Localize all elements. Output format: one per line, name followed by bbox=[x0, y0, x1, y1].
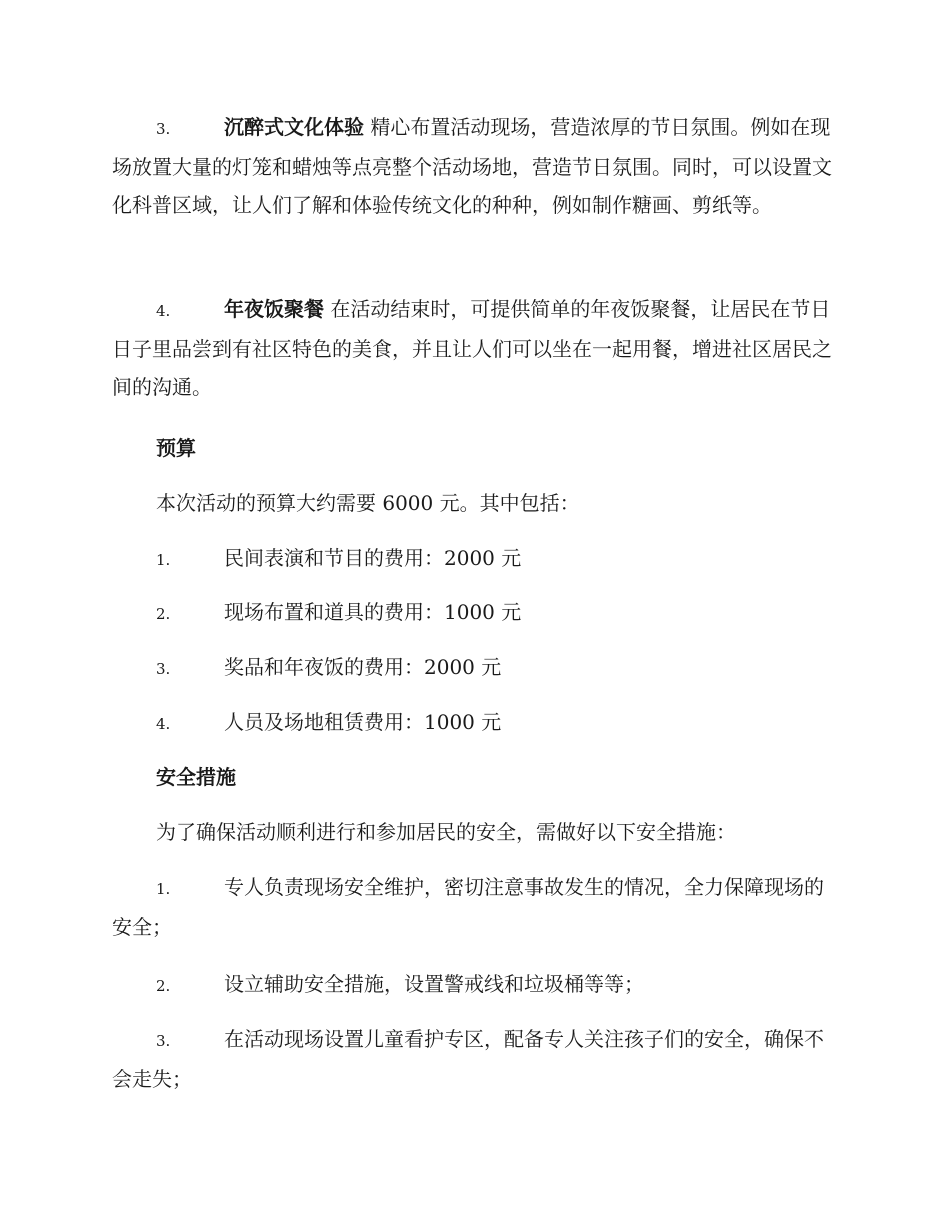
list-number: 1. bbox=[156, 551, 171, 569]
list-number: 4. bbox=[156, 715, 171, 733]
budget-intro: 本次活动的预算大约需要 6000 元。其中包括： bbox=[156, 491, 580, 515]
list-number: 2. bbox=[156, 605, 171, 623]
item-text: 在活动现场设置儿童看护专区，配备专人关注孩子们的安全，确保不会走失； bbox=[112, 1027, 824, 1091]
item-text: 精心布置活动现场，营造浓厚的节日氛围。例如在现场放置大量的灯笼和蜡烛等点亮整个活动场地，营造节日氛围。同时，可以设置文化科普区域，让人们了解和体验传统文化的种种，例如制作糖画、剪纸等。 bbox=[112, 115, 832, 217]
list-item bbox=[112, 108, 840, 224]
list-number: 4. bbox=[156, 302, 171, 320]
budget-item bbox=[112, 539, 840, 579]
item-text: 在活动结束时，可提供简单的年夜饭聚餐，让居民在节日日子里品尝到有社区特色的美食，并且让人们可以坐在一起用餐，增进社区居民之间的沟通。 bbox=[112, 297, 832, 399]
list-number: 3. bbox=[156, 660, 171, 678]
item-text: 人员及场地租赁费用：1000 元 bbox=[224, 710, 502, 734]
item-text: 现场布置和道具的费用：1000 元 bbox=[224, 600, 522, 624]
list-number: 3. bbox=[156, 120, 171, 138]
safety-intro: 为了确保活动顺利进行和参加居民的安全，需做好以下安全措施： bbox=[156, 820, 736, 844]
item-title: 年夜饭聚餐 bbox=[224, 297, 324, 321]
item-text: 奖品和年夜饭的费用：2000 元 bbox=[224, 655, 502, 679]
list-number: 1. bbox=[156, 880, 171, 898]
section-heading-safety: 安全措施 bbox=[156, 765, 236, 789]
safety-item bbox=[112, 868, 840, 946]
safety-item bbox=[112, 1020, 840, 1098]
item-text: 民间表演和节目的费用：2000 元 bbox=[224, 546, 522, 570]
section-heading-budget: 预算 bbox=[156, 436, 196, 460]
list-number: 3. bbox=[156, 1032, 171, 1050]
safety-item bbox=[112, 965, 840, 1005]
budget-item bbox=[112, 703, 840, 743]
item-text: 设立辅助安全措施，设置警戒线和垃圾桶等等； bbox=[224, 972, 644, 996]
budget-item bbox=[112, 648, 840, 688]
budget-item bbox=[112, 593, 840, 633]
item-title: 沉醉式文化体验 bbox=[224, 115, 364, 139]
list-number: 2. bbox=[156, 977, 171, 995]
item-text: 专人负责现场安全维护，密切注意事故发生的情况，全力保障现场的安全； bbox=[112, 875, 824, 939]
list-item bbox=[112, 290, 840, 406]
